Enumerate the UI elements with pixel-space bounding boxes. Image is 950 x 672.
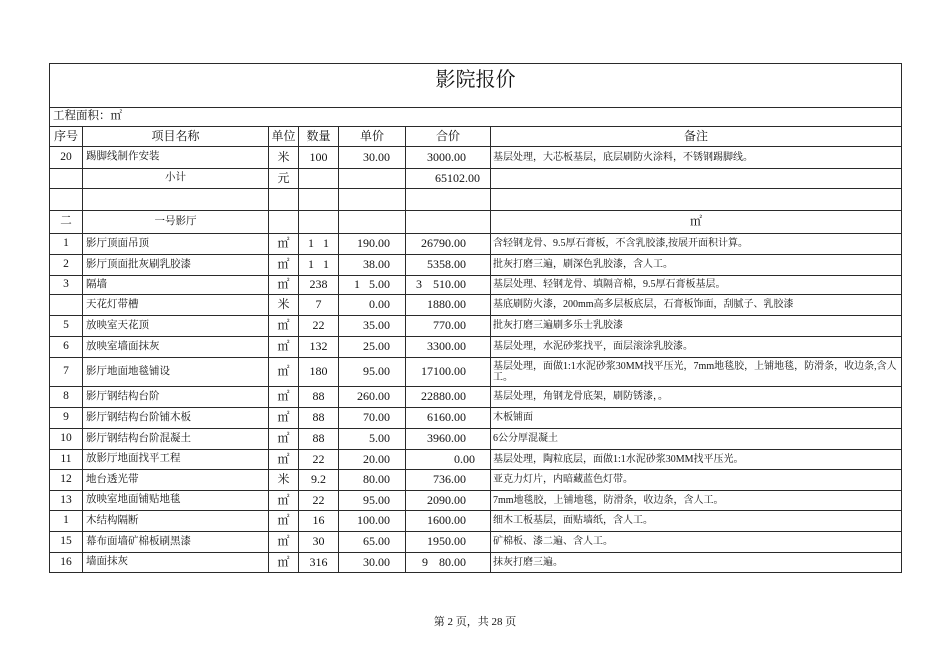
cell-no <box>50 295 83 316</box>
cell-item-name: 墙面抹灰 <box>83 553 269 573</box>
cell-no: 2 <box>50 255 83 276</box>
cell-item-name: 影厅钢结构台阶混凝土 <box>83 429 269 450</box>
header-total-price: 合价 <box>406 127 491 147</box>
cell-unit: ㎡ <box>269 553 299 573</box>
table-row <box>50 147 902 169</box>
cell-total-price: 1950.00 <box>406 532 491 553</box>
table-row <box>50 316 902 337</box>
cell-item-name: 地台透光带 <box>83 470 269 491</box>
cell-unit-price: 0.00 <box>339 295 406 316</box>
cell-quantity: 100 <box>299 147 339 169</box>
cell-no: 1 <box>50 234 83 255</box>
header-no: 序号 <box>50 127 83 147</box>
cell-no: 9 <box>50 408 83 429</box>
table-row <box>50 234 902 255</box>
header-remark: 备注 <box>491 127 902 147</box>
cell-quantity: 1 1 <box>299 255 339 276</box>
cell-quantity: 7 <box>299 295 339 316</box>
cell-remark: 木板铺面 <box>491 408 902 429</box>
subtotal-label: 小计 <box>83 169 269 189</box>
cell-unit-price: 25.00 <box>339 337 406 358</box>
cell-unit: ㎡ <box>269 450 299 470</box>
cell-total-price: 0.00 <box>406 450 491 470</box>
table-row <box>50 511 902 532</box>
cell-unit: ㎡ <box>269 387 299 408</box>
quotation-table <box>49 63 902 573</box>
cell-unit: 米 <box>269 147 299 169</box>
cell-no: 13 <box>50 491 83 511</box>
cell-remark: 基底刷防火漆，200mm高多层板底层，石膏板饰面，刮腻子、乳胶漆 <box>491 295 902 316</box>
header-unit-price: 单价 <box>339 127 406 147</box>
cell-item-name: 隔墙 <box>83 276 269 295</box>
cell-total-price: 2090.00 <box>406 491 491 511</box>
cell-unit-price: 95.00 <box>339 358 406 387</box>
cell-quantity <box>299 189 339 211</box>
cell-no: 8 <box>50 387 83 408</box>
page-footer: 第 2 页，共 28 页 <box>433 616 517 628</box>
project-area-row <box>50 108 902 127</box>
cell-remark: 批灰打磨三遍，刷深色乳胶漆，含人工。 <box>491 255 902 276</box>
section-remark: ㎡ <box>491 211 902 234</box>
cell-remark: 含轻钢龙骨、9.5厚石膏板，不含乳胶漆,按展开面积计算。 <box>491 234 902 255</box>
cell-unit: ㎡ <box>269 358 299 387</box>
cell-unit-price: 65.00 <box>339 532 406 553</box>
cell-remark <box>491 189 902 211</box>
cell-unit-price: 70.00 <box>339 408 406 429</box>
cell-unit: ㎡ <box>269 316 299 337</box>
cell-unit-price <box>339 211 406 234</box>
cell-quantity: 180 <box>299 358 339 387</box>
header-row <box>50 127 902 147</box>
cell-remark <box>491 169 902 189</box>
project-area: 工程面积：㎡ <box>50 108 902 127</box>
cell-unit: ㎡ <box>269 276 299 295</box>
cell-no: 11 <box>50 450 83 470</box>
cell-quantity: 22 <box>299 450 339 470</box>
cell-remark: 基层处理，大芯板基层，底层刷防火涂料，不锈钢踢脚线。 <box>491 147 902 169</box>
cell-no: 12 <box>50 470 83 491</box>
table-row <box>50 276 902 295</box>
cell-total-price: 3 510.00 <box>406 276 491 295</box>
subtotal-unit: 元 <box>269 169 299 189</box>
cell-total-price: 3300.00 <box>406 337 491 358</box>
cell-unit: ㎡ <box>269 255 299 276</box>
cell-unit-price: 1 5.00 <box>339 276 406 295</box>
cell-unit-price: 5.00 <box>339 429 406 450</box>
cell-item-name: 放映室地面铺贴地毯 <box>83 491 269 511</box>
cell-item-name <box>83 189 269 211</box>
cell-item-name: 影厅钢结构台阶铺木板 <box>83 408 269 429</box>
cell-unit: ㎡ <box>269 234 299 255</box>
cell-item-name: 影厅顶面批灰刷乳胶漆 <box>83 255 269 276</box>
cell-unit-price: 100.00 <box>339 511 406 532</box>
table-row <box>50 358 902 387</box>
table-row <box>50 470 902 491</box>
cell-remark: 亚克力灯片，内暗藏蓝色灯带。 <box>491 470 902 491</box>
table-row <box>50 337 902 358</box>
cell-unit: 米 <box>269 470 299 491</box>
cell-unit: 米 <box>269 295 299 316</box>
section-row <box>50 211 902 234</box>
cell-unit <box>269 189 299 211</box>
table-row <box>50 408 902 429</box>
cell-total-price: 6160.00 <box>406 408 491 429</box>
cell-unit: ㎡ <box>269 408 299 429</box>
cell-remark: 7mm地毯胶，上铺地毯，防滑条，收边条，含人工。 <box>491 491 902 511</box>
cell-quantity: 1 1 <box>299 234 339 255</box>
cell-quantity <box>299 169 339 189</box>
cell-total-price: 1600.00 <box>406 511 491 532</box>
empty-row <box>50 189 902 211</box>
cell-unit-price: 80.00 <box>339 470 406 491</box>
cell-quantity: 16 <box>299 511 339 532</box>
cell-unit: ㎡ <box>269 532 299 553</box>
cell-item-name: 放影厅地面找平工程 <box>83 450 269 470</box>
cell-unit-price: 30.00 <box>339 553 406 573</box>
cell-remark: 基层处理、轻钢龙骨、填隔音棉，9.5厚石膏板基层。 <box>491 276 902 295</box>
cell-no: 3 <box>50 276 83 295</box>
cell-no: 16 <box>50 553 83 573</box>
cell-unit: ㎡ <box>269 337 299 358</box>
table-row <box>50 295 902 316</box>
title-row <box>50 64 902 108</box>
cell-unit-price: 30.00 <box>339 147 406 169</box>
header-item-name: 项目名称 <box>83 127 269 147</box>
cell-item-name: 影厅顶面吊顶 <box>83 234 269 255</box>
cell-total-price: 9 80.00 <box>406 553 491 573</box>
cell-remark: 基层处理，水泥砂浆找平，面层滚涂乳胶漆。 <box>491 337 902 358</box>
table-row <box>50 532 902 553</box>
cell-unit-price: 95.00 <box>339 491 406 511</box>
cell-total-price <box>406 189 491 211</box>
header-quantity: 数量 <box>299 127 339 147</box>
cell-item-name: 天花灯带槽 <box>83 295 269 316</box>
cell-no: 5 <box>50 316 83 337</box>
cell-no: 1 <box>50 511 83 532</box>
cell-quantity: 132 <box>299 337 339 358</box>
cell-total-price: 770.00 <box>406 316 491 337</box>
cell-no: 15 <box>50 532 83 553</box>
cell-unit-price <box>339 169 406 189</box>
cell-unit-price: 38.00 <box>339 255 406 276</box>
cell-unit-price: 35.00 <box>339 316 406 337</box>
cell-quantity: 88 <box>299 408 339 429</box>
cell-quantity: 22 <box>299 491 339 511</box>
subtotal-row <box>50 169 902 189</box>
cell-remark: 基层处理，陶粒底层，面做1:1水泥砂浆30MM找平压光。 <box>491 450 902 470</box>
cell-no <box>50 169 83 189</box>
cell-remark: 6公分厚混凝土 <box>491 429 902 450</box>
cell-item-name: 影厅地面地毯铺设 <box>83 358 269 387</box>
cell-quantity: 238 <box>299 276 339 295</box>
cell-unit: ㎡ <box>269 429 299 450</box>
cell-total-price: 1880.00 <box>406 295 491 316</box>
cell-item-name: 放映室墙面抹灰 <box>83 337 269 358</box>
cell-no: 20 <box>50 147 83 169</box>
cell-remark: 细木工板基层，面贴墙纸，含人工。 <box>491 511 902 532</box>
cell-item-name: 放映室天花顶 <box>83 316 269 337</box>
cell-item-name: 木结构隔断 <box>83 511 269 532</box>
cell-quantity: 88 <box>299 429 339 450</box>
section-no: 二 <box>50 211 83 234</box>
cell-quantity: 9.2 <box>299 470 339 491</box>
cell-unit-price: 190.00 <box>339 234 406 255</box>
cell-unit-price: 20.00 <box>339 450 406 470</box>
cell-total-price: 22880.00 <box>406 387 491 408</box>
cell-total-price: 3000.00 <box>406 147 491 169</box>
table-row <box>50 450 902 470</box>
cell-no: 10 <box>50 429 83 450</box>
table-row <box>50 387 902 408</box>
cell-item-name: 幕布面墙矿棉板刷黑漆 <box>83 532 269 553</box>
cell-unit-price <box>339 189 406 211</box>
cell-unit <box>269 211 299 234</box>
cell-total-price: 17100.00 <box>406 358 491 387</box>
cell-unit: ㎡ <box>269 491 299 511</box>
cell-remark: 矿棉板、漆二遍、含人工。 <box>491 532 902 553</box>
header-unit: 单位 <box>269 127 299 147</box>
cell-quantity: 316 <box>299 553 339 573</box>
cell-quantity: 88 <box>299 387 339 408</box>
cell-remark: 批灰打磨三遍刷多乐士乳胶漆 <box>491 316 902 337</box>
table-row <box>50 491 902 511</box>
cell-total-price: 5358.00 <box>406 255 491 276</box>
cell-item-name: 踢脚线制作安装 <box>83 147 269 169</box>
cell-item-name: 影厅钢结构台阶 <box>83 387 269 408</box>
cell-no: 7 <box>50 358 83 387</box>
table-row <box>50 255 902 276</box>
page-title: 影院报价 <box>50 64 902 108</box>
cell-remark: 抹灰打磨三遍。 <box>491 553 902 573</box>
cell-total-price <box>406 211 491 234</box>
cell-unit-price: 260.00 <box>339 387 406 408</box>
section-title: 一号影厅 <box>83 211 269 234</box>
cell-unit: ㎡ <box>269 511 299 532</box>
cell-total-price: 26790.00 <box>406 234 491 255</box>
subtotal-total: 65102.00 <box>406 169 491 189</box>
cell-quantity <box>299 211 339 234</box>
cell-total-price: 736.00 <box>406 470 491 491</box>
cell-remark: 基层处理，面做1:1水泥砂浆30MM找平压光，7mm地毯胶，上铺地毯，防滑条，收边条,含人工。 <box>491 358 902 387</box>
cell-remark: 基层处理，角钢龙骨底架，刷防锈漆，。 <box>491 387 902 408</box>
table-row <box>50 429 902 450</box>
cell-quantity: 22 <box>299 316 339 337</box>
cell-no: 6 <box>50 337 83 358</box>
cell-total-price: 3960.00 <box>406 429 491 450</box>
table-body <box>50 64 902 573</box>
cell-no <box>50 189 83 211</box>
cell-quantity: 30 <box>299 532 339 553</box>
table-row <box>50 553 902 573</box>
